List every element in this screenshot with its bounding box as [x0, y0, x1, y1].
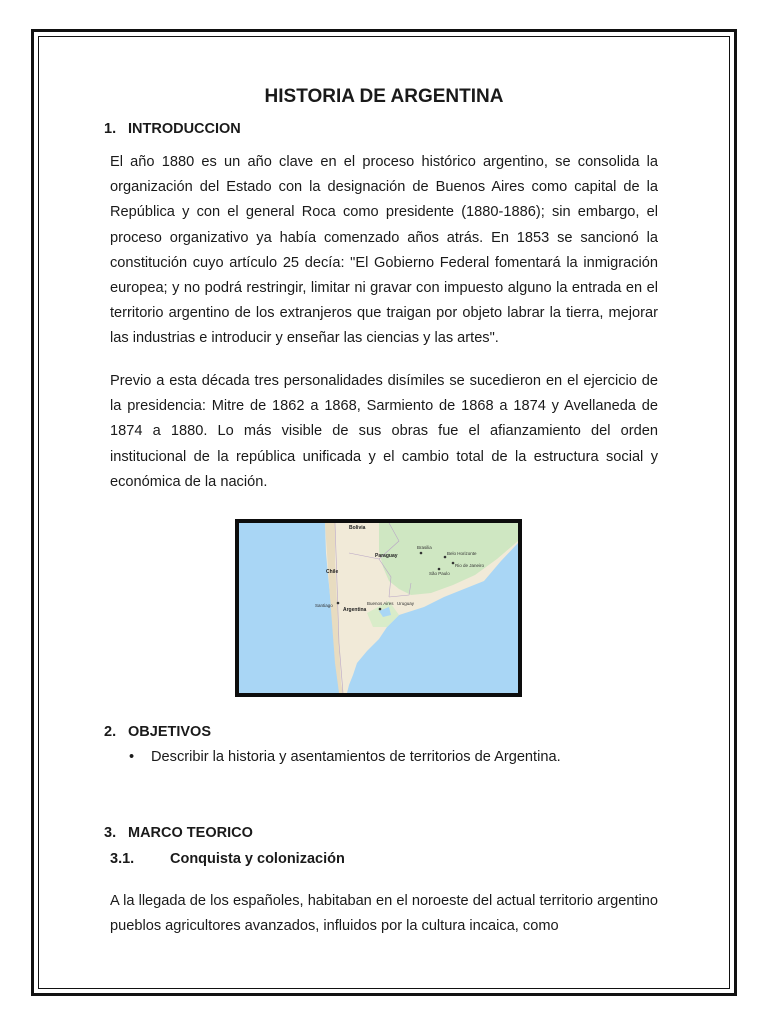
map-label-belo-horizonte: Belo Horizonte [447, 551, 477, 556]
subsection-heading-conquista [110, 851, 345, 867]
map-label-rio: Rio de Janeiro [455, 563, 485, 568]
map-label-uruguay: Uruguay [397, 601, 415, 606]
map-label-bolivia: Bolivia [349, 525, 366, 531]
section-title: INTRODUCCION [128, 121, 241, 137]
map-label-sao-paulo: São Paulo [429, 571, 450, 576]
conquista-paragraph-1: A la llegada de los españoles, habitaban en el noroeste del actual territorio argentino pueblos agricultores avanzados, influidos por la cultura incaica, como [110, 893, 658, 935]
section-title: OBJETIVOS [128, 724, 211, 740]
objective-list-item [129, 749, 561, 765]
map-label-santiago: Santiago [315, 603, 333, 608]
section-heading-objetivos [104, 724, 211, 740]
objective-text: Describir la historia y asentamientos de territorios de Argentina. [151, 749, 561, 765]
subsection-number: 3.1. [110, 851, 135, 867]
section-number: 1. [104, 121, 117, 137]
map-label-paraguay: Paraguay [375, 553, 398, 559]
map-label-brasilia: Brasilia [417, 545, 432, 550]
section-number: 3. [104, 825, 117, 841]
subsection-title: Conquista y colonización [170, 851, 345, 867]
section-heading-introduccion [104, 121, 241, 137]
section-title: MARCO TEORICO [128, 825, 253, 841]
section-number: 2. [104, 724, 117, 740]
intro-paragraph-2: Previo a esta década tres personalidades disímiles se sucedieron en el ejercicio de la presidencia: Mitre de 1862 a 1868, Sarmiento de 1868 a 1874 y Avellaneda de 1874 a 1880. Lo más visible de sus obras fue el afianzamiento del orden institucional de la república unificada y el cambio total de la estructura social y económica de la nación. [110, 373, 658, 490]
map-label-buenos-aires: Buenos Aires [367, 601, 394, 606]
document-title: HISTORIA DE ARGENTINA [264, 86, 504, 107]
map-label-argentina: Argentina [343, 607, 367, 613]
intro-paragraph-1: El año 1880 es un año clave en el proceso histórico argentino, se consolida la organización del Estado con la designación de Buenos Aires como capital de la República y con el general Roca como presidente (1880-1886); sin embargo, el proceso organizativo ya había comenzado años atrás. En 1853 se sancionó la constitución cuyo artículo 25 decía: "El Gobierno Federal fomentará la inmigración europea; y no podrá restringir, limitar ni gravar con impuesto alguno la entrada en el territorio argentino de los extranjeros que traigan por objeto labrar la tierra, mejorar las industrias e introducir y enseñar las ciencias y las artes". [110, 154, 658, 347]
section-heading-marco-teorico [104, 825, 253, 841]
map-image-south-america [235, 519, 522, 697]
bullet-icon: • [129, 749, 135, 765]
map-graphic [239, 523, 518, 693]
map-label-chile: Chile [326, 569, 339, 575]
